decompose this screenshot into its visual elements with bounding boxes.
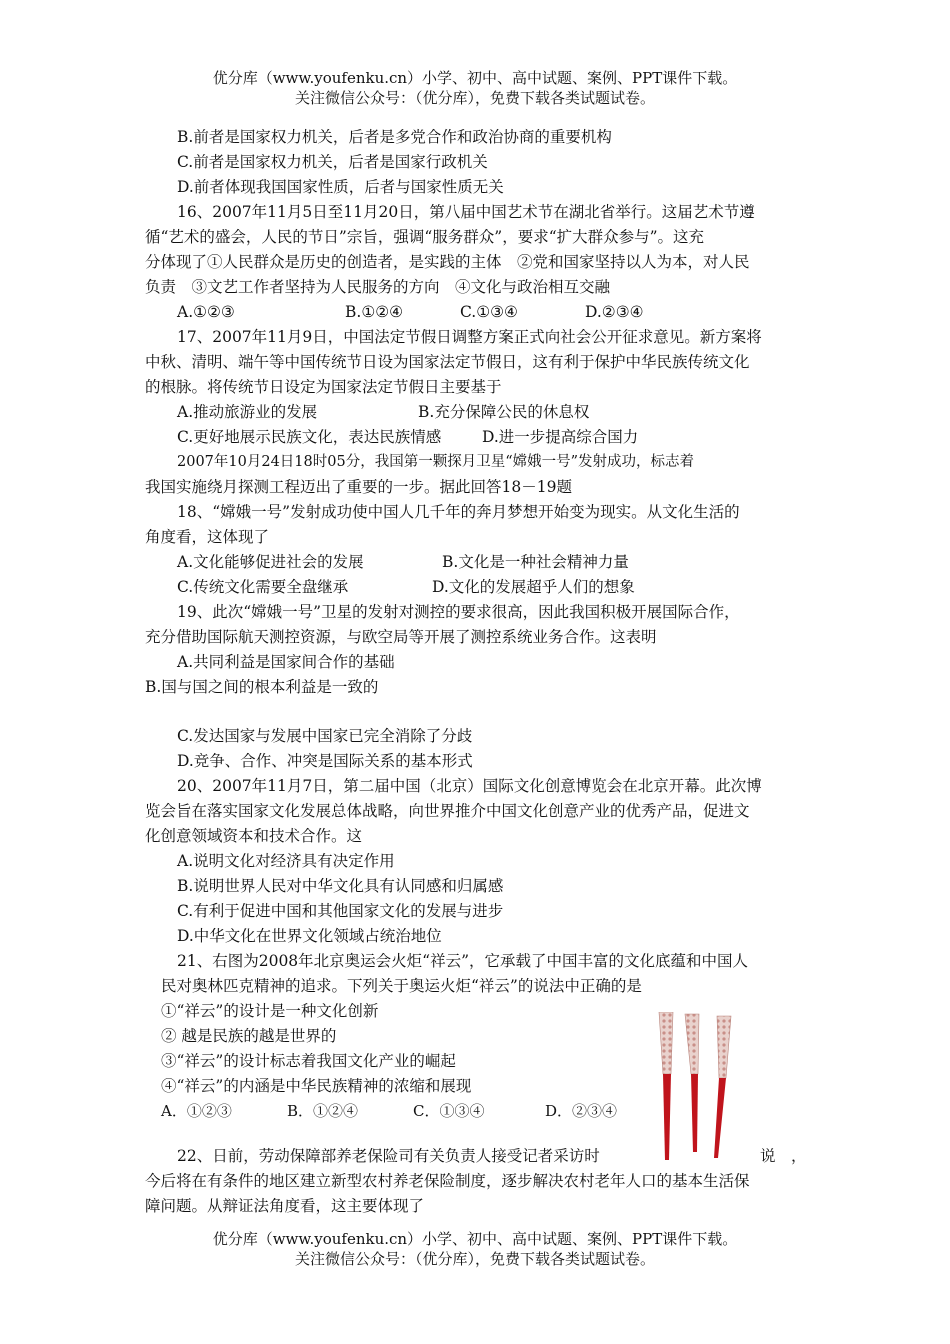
q18-stem-line-2: 角度看，这体现了 [145,528,270,546]
q18-stem-line-1: 18、“嫦娥一号”发射成功使中国人几千年的奔月梦想开始变为现实。从文化生活的 [177,503,740,521]
q20-option-c: C.有利于促进中国和其他国家文化的发展与进步 [177,902,504,920]
q20-stem-line-3: 化创意领域资本和技术合作。这 [145,827,363,845]
q19-stem-line-2: 充分借助国际航天测控资源，与欧空局等开展了测控系统业务合作。这表明 [145,628,657,646]
intro-18-19-line-2: 我国实施绕月探测工程迈出了重要的一步。据此回答18－19题 [145,478,572,496]
q21-option-b: B．①②④ [287,1102,359,1120]
q15-option-d: D.前者体现我国国家性质，后者与国家性质无关 [177,178,504,196]
q20-stem-line-1: 20、2007年11月7日，第二届中国（北京）国际文化创意博览会在北京开幕。此次博 [177,777,762,795]
q16-stem-line-2: 循“艺术的盛会，人民的节日”宗旨，强调“服务群众”，要求“扩大群众参与”。这充 [145,228,705,246]
q18-option-b: B.文化是一种社会精神力量 [442,553,629,571]
q18-option-c: C.传统文化需要全盘继承 [177,578,349,596]
q18-option-d: D.文化的发展超乎人们的想象 [432,578,635,596]
q16-stem-line-1: 16、2007年11月5日至11月20日，第八届中国艺术节在湖北省举行。这届艺术节遵 [177,203,755,221]
q19-option-a: A.共同利益是国家间合作的基础 [177,653,395,671]
q17-option-b: B.充分保障公民的休息权 [418,403,590,421]
q16-option-c: C.①③④ [460,303,518,321]
header-line-2: 关注微信公众号：（优分库），免费下载各类试题试卷。 [294,89,655,107]
q20-option-a: A.说明文化对经济具有决定作用 [177,852,395,870]
intro-18-19-line-1: 2007年10月24日18时05分，我国第一颗探月卫星“嫦娥一号”发射成功，标志着 [177,454,695,470]
q21-stem-line-1: 21、右图为2008年北京奥运会火炬“祥云”，它承载了中国丰富的文化底蕴和中国人 [177,952,749,970]
q19-option-c: C.发达国家与发展中国家已完全消除了分歧 [177,727,473,745]
q22-stem-line-1a: 22、日前，劳动保障部养老保险司有关负责人接受记者采访时 [177,1147,600,1165]
q19-stem-line-1: 19、此次“嫦娥一号”卫星的发射对测控的要求很高，因此我国积极开展国际合作， [177,603,740,621]
torch-right [714,1016,731,1158]
q22-stem-line-3: 障问题。从辩证法角度看，这主要体现了 [145,1197,425,1215]
q20-stem-line-2: 览会旨在落实国家文化发展总体战略，向世界推介中国文化创意产业的优秀产品，促进文 [145,802,750,820]
q17-option-a: A.推动旅游业的发展 [177,403,318,421]
q21-option-c: C．①③④ [413,1102,485,1120]
q16-stem-line-3: 分体现了①人民群众是历史的创造者，是实践的主体 ②党和国家坚持以人为本，对人民 [145,253,750,271]
torch-middle [685,1014,699,1152]
q21-statement-3: ③“祥云”的设计标志着我国文化产业的崛起 [161,1052,456,1070]
olympic-torch-image [655,1012,747,1162]
q17-option-c: C.更好地展示民族文化，表达民族情感 [177,428,442,446]
footer-line-2: 关注微信公众号：（优分库），免费下载各类试题试卷。 [294,1250,655,1268]
q21-option-d: D．②③④ [545,1102,618,1120]
q20-option-b: B.说明世界人民对中华文化具有认同感和归属感 [177,877,504,895]
q16-stem-line-4: 负责 ③文艺工作者坚持为人民服务的方向 ④文化与政治相互交融 [145,278,611,296]
q17-stem-line-1: 17、2007年11月9日，中国法定节假日调整方案正式向社会公开征求意见。新方案将 [177,328,762,346]
q21-option-a: A．①②③ [161,1102,232,1120]
header-line-1: 优分库（www.youfenku.cn）小学、初中、高中试题、案例、PPT课件下载。 [212,69,738,87]
q17-stem-line-3: 的根脉。将传统节日设定为国家法定节假日主要基于 [145,378,502,396]
q21-statement-4: ④“祥云”的内涵是中华民族精神的浓缩和展现 [161,1077,472,1095]
footer-line-1: 优分库（www.youfenku.cn）小学、初中、高中试题、案例、PPT课件下载。 [212,1230,738,1248]
q17-option-d: D.进一步提高综合国力 [482,428,639,446]
q16-option-a: A.①②③ [177,303,235,321]
q18-option-a: A.文化能够促进社会的发展 [177,553,364,571]
q22-stem-line-1b: 说 ， [760,1147,807,1165]
q20-option-d: D.中华文化在世界文化领域占统治地位 [177,927,442,945]
q15-option-c: C.前者是国家权力机关，后者是国家行政机关 [177,153,488,171]
q19-option-b: B.国与国之间的根本利益是一致的 [145,678,379,696]
q22-stem-line-2: 今后将在有条件的地区建立新型农村养老保险制度，逐步解决农村老年人口的基本生活保 [145,1172,750,1190]
q16-option-d: D.②③④ [585,303,644,321]
q21-statement-2: ② 越是民族的越是世界的 [161,1027,337,1045]
q16-option-b: B.①②④ [345,303,404,321]
q17-stem-line-2: 中秋、清明、端午等中国传统节日设为国家法定节假日，这有利于保护中华民族传统文化 [145,353,750,371]
q21-statement-1: ①“祥云”的设计是一种文化创新 [161,1002,379,1020]
torch-left [659,1012,673,1160]
q15-option-b: B.前者是国家权力机关，后者是多党合作和政治协商的重要机构 [177,128,612,146]
q21-stem-line-2: 民对奥林匹克精神的追求。下列关于奥运火炬“祥云”的说法中正确的是 [161,977,642,995]
q19-option-d: D.竞争、合作、冲突是国际关系的基本形式 [177,752,473,770]
